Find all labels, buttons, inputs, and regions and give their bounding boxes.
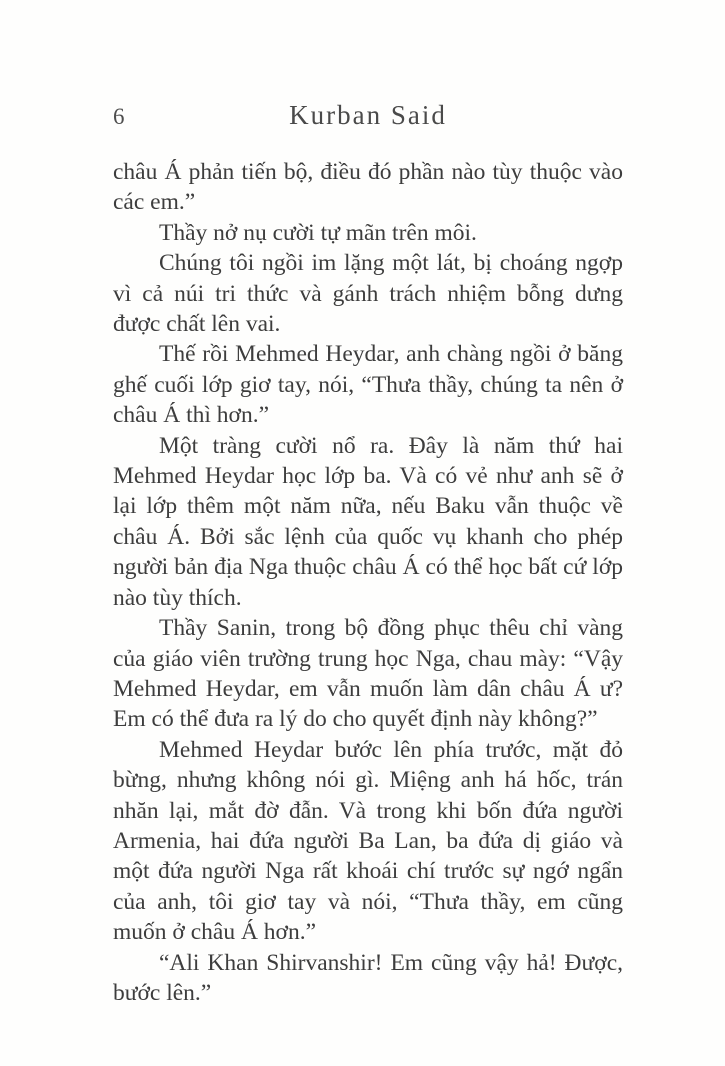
paragraph: châu Á phản tiến bộ, điều đó phần nào tùy thuộc vào các em.” (113, 159, 623, 216)
paragraph: Một tràng cười nổ ra. Đây là năm thứ hai Mehmed Heydar học lớp ba. Và có vẻ như anh sẽ ở lại lớp thêm một năm nữa, nếu Baku vẫn thuộc về châu Á. Bởi sắc lệnh của quốc vụ khanh cho phép người bản địa Nga thuộc châu Á có thể học bất cứ lớp nào tùy thích. (113, 432, 623, 611)
paragraph: Thầy nở nụ cười tự mãn trên môi. (159, 219, 477, 246)
running-head-author: Kurban Said (289, 100, 447, 130)
paragraph: Thầy Sanin, trong bộ đồng phục thêu chỉ vàng của giáo viên trường trung học Nga, chau mày: “Vậy Mehmed Heydar, em vẫn muốn làm dân châu Á ư? Em có thể đưa ra lý do cho quyết định này không?” (113, 615, 623, 733)
running-header (113, 100, 623, 134)
paragraph: Mehmed Heydar bước lên phía trước, mặt đỏ bừng, nhưng không nói gì. Miệng anh há hốc, trán nhăn lại, mắt đờ đẫn. Và trong khi bốn đứa người Armenia, hai đứa người Ba Lan, ba đứa dị giáo và một đứa người Nga rất khoái chí trước sự ngớ ngẩn của anh, tôi giơ tay và nói, “Thưa thầy, em cũng muốn ở châu Á hơn.” (113, 736, 623, 946)
page-number: 6 (113, 104, 126, 129)
paragraph: “Ali Khan Shirvanshir! Em cũng vậy hả! Được, bước lên.” (113, 949, 623, 1006)
paragraph: Thế rồi Mehmed Heydar, anh chàng ngồi ở băng ghế cuối lớp giơ tay, nói, “Thưa thầy, chúng ta nên ở châu Á thì hơn.” (113, 341, 623, 429)
page-body (113, 157, 623, 1008)
paragraph: Chúng tôi ngồi im lặng một lát, bị choáng ngợp vì cả núi tri thức và gánh trách nhiệm bỗng dưng được chất lên vai. (113, 250, 623, 338)
